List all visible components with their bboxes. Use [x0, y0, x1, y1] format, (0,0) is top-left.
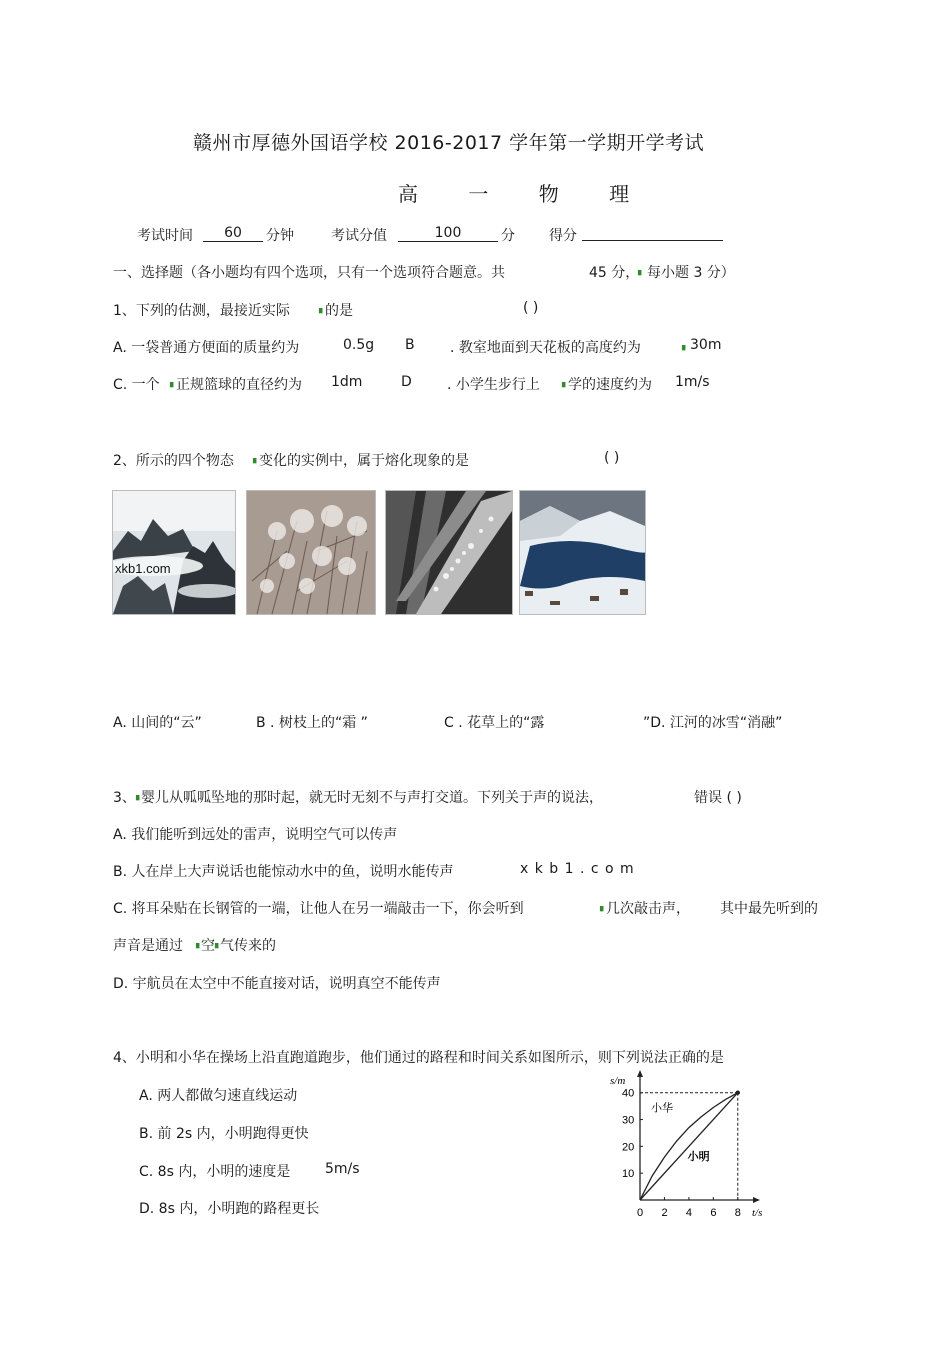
- watermark-text: xkb1.com: [115, 561, 171, 576]
- photo-dew-drops: [385, 490, 513, 615]
- x-tick-label: 6: [710, 1207, 717, 1218]
- green-mark: ▖: [215, 939, 222, 949]
- green-mark: ▖: [136, 791, 143, 801]
- score-label: 考试分值: [331, 228, 387, 244]
- q1-option-c-a: C. 一个: [113, 377, 160, 393]
- series-label: 小明: [687, 1149, 710, 1163]
- q3-option-c-d: 声音是通过: [113, 938, 183, 954]
- q3-option-c-c: 其中最先听到的: [720, 901, 818, 917]
- q4-option-a: A. 两人都做匀速直线运动: [139, 1088, 298, 1104]
- x-axis-arrow: [753, 1197, 760, 1203]
- q3-option-d: D. 宇航员在太空中不能直接对话，说明真空不能传声: [113, 976, 441, 992]
- intersection-point: [736, 1091, 740, 1095]
- photo-melting-snow: [519, 490, 646, 615]
- q1-option-b: . 教室地面到天花板的高度约为: [450, 340, 641, 356]
- q4-option-c: C. 8s 内，小明的速度是: [139, 1164, 291, 1180]
- q3-stem-c: 错误 ( ): [694, 790, 742, 806]
- photo-frost-branches: [246, 490, 376, 615]
- time-unit: 分钟: [266, 228, 294, 244]
- q3-option-c-f: 气传来的: [220, 938, 276, 954]
- q2-option-d: ”D. 江河的冰雪“消融”: [643, 715, 783, 731]
- q4-option-b: B. 前 2s 内，小明跑得更快: [139, 1126, 309, 1142]
- q3-option-c-b: 几次敲击声，: [606, 901, 690, 917]
- q1-stem-b: 的是: [325, 303, 353, 319]
- exam-subtitle: 高 一 物 理: [398, 182, 652, 206]
- x-tick-label: 4: [685, 1207, 693, 1218]
- section-heading-b: 45 分，: [589, 265, 640, 281]
- green-mark: ▖: [253, 454, 260, 464]
- q2-option-a: A. 山间的“云”: [113, 715, 202, 731]
- x-tick-label: 2: [661, 1207, 668, 1218]
- time-value: 60: [203, 225, 263, 242]
- q1-option-d-a: . 小学生步行上: [447, 377, 540, 393]
- q2-bracket: ( ): [604, 450, 620, 466]
- green-mark: ▖: [170, 378, 177, 388]
- q2-stem-a: 2、所示的四个物态: [113, 453, 234, 469]
- y-tick-label: 10: [622, 1168, 635, 1181]
- y-tick-label: 40: [622, 1087, 635, 1100]
- q3-stem-a: 3、: [113, 790, 136, 806]
- time-label: 考试时间: [137, 228, 193, 244]
- q1-option-d-b: 学的速度约为: [568, 377, 652, 393]
- green-mark: ▖: [196, 939, 203, 949]
- x-axis-label: t/s: [752, 1207, 762, 1218]
- x-tick-label: 8: [734, 1207, 741, 1218]
- q1-option-b-letter: B: [405, 337, 415, 353]
- green-mark: ▖: [682, 341, 689, 351]
- green-mark: ▖: [562, 378, 569, 388]
- q1-option-d-letter: D: [401, 374, 412, 390]
- q2-stem-b: 变化的实例中，属于熔化现象的是: [259, 453, 469, 469]
- photo-mountain-clouds: [112, 490, 236, 615]
- q1-option-b-value: 30m: [690, 337, 722, 353]
- q4-stem: 4、小明和小华在操场上沿直跑道跑步，他们通过的路程和时间关系如图所示，则下列说法正确的是: [113, 1050, 724, 1066]
- green-mark: ▖: [319, 304, 326, 314]
- got-label: 得分: [549, 228, 577, 244]
- q3-option-c-a: C. 将耳朵贴在长钢管的一端，让他人在另一端敲击一下，你会听到: [113, 901, 524, 917]
- q3-option-b-watermark: x k b 1 . c o m: [520, 861, 635, 877]
- y-tick-label: 20: [622, 1141, 635, 1154]
- q1-option-c-b: 正规篮球的直径约为: [176, 377, 302, 393]
- q1-option-a-value: 0.5g: [343, 337, 375, 353]
- x-tick-label: 0: [637, 1207, 644, 1218]
- y-axis-arrow: [637, 1070, 643, 1077]
- q1-stem-a: 1、下列的估测，最接近实际: [113, 303, 290, 319]
- q2-option-b: B . 树枝上的“霜 ”: [256, 715, 368, 731]
- green-mark: ▖: [600, 902, 607, 912]
- exam-title: 赣州市厚德外国语学校 2016-2017 学年第一学期开学考试: [193, 132, 705, 154]
- q4-option-d: D. 8s 内，小明跑的路程更长: [139, 1201, 320, 1217]
- section-heading-c: 每小题 3 分）: [647, 265, 735, 281]
- section-heading-a: 一、选择题（各小题均有四个选项，只有一个选项符合题意。共: [113, 265, 505, 281]
- y-axis-label: s/m: [610, 1075, 626, 1087]
- green-mark: ▖: [638, 266, 645, 276]
- q3-option-a: A. 我们能听到远处的雷声，说明空气可以传声: [113, 827, 398, 843]
- q3-option-c-e: 空: [201, 938, 215, 954]
- y-tick-label: 30: [622, 1114, 635, 1127]
- distance-time-chart: [600, 1062, 762, 1218]
- chart-svg: [600, 1062, 762, 1218]
- series-label: 小华: [651, 1101, 673, 1115]
- q4-option-c-value: 5m/s: [325, 1161, 360, 1177]
- q2-option-c: C . 花草上的“露: [444, 715, 545, 731]
- q1-bracket: ( ): [523, 300, 539, 316]
- score-unit: 分: [501, 228, 515, 244]
- got-blank: [582, 240, 723, 241]
- score-value: 100: [398, 225, 498, 242]
- q1-option-d-value: 1m/s: [675, 374, 710, 390]
- q1-option-a: A. 一袋普通方便面的质量约为: [113, 340, 300, 356]
- q1-option-c-value: 1dm: [331, 374, 363, 390]
- q3-stem-b: 婴儿从呱呱坠地的那时起，就无时无刻不与声打交道。下列关于声的说法，: [141, 790, 603, 806]
- q3-option-b: B. 人在岸上大声说话也能惊动水中的鱼，说明水能传声: [113, 864, 454, 880]
